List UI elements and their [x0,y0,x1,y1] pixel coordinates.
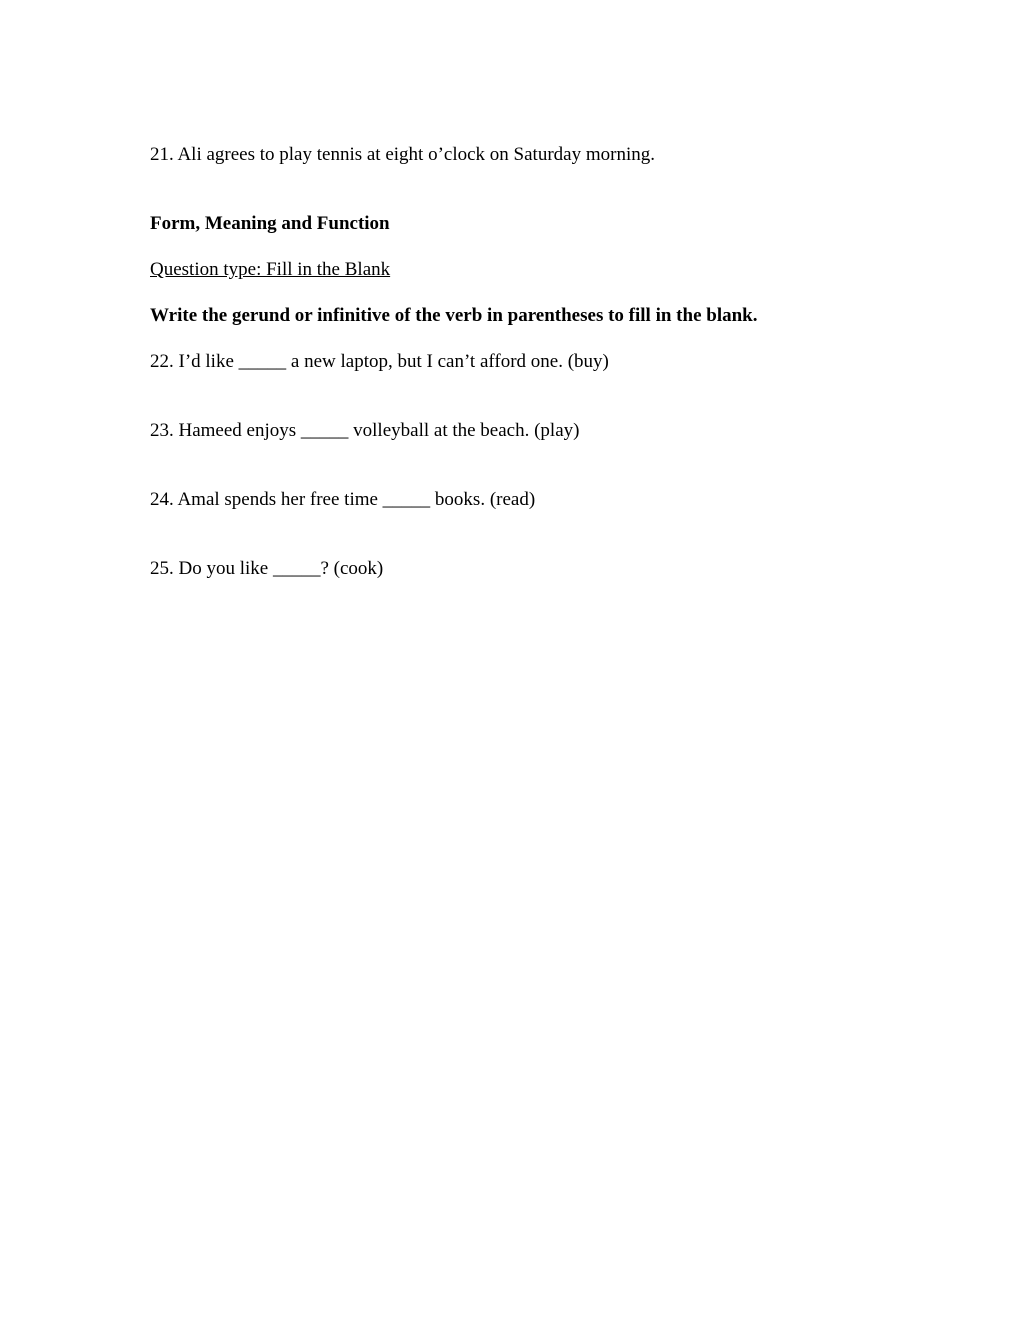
question-24: 24. Amal spends her free time _____ books. (read) [150,489,536,510]
question-21: 21. Ali agrees to play tennis at eight o’clock on Saturday morning. [150,144,655,165]
section-heading: Form, Meaning and Function [150,213,390,234]
instructions: Write the gerund or infinitive of the verb in parentheses to fill in the blank. [150,305,758,326]
question-23: 23. Hameed enjoys _____ volleyball at the beach. (play) [150,420,580,441]
question-22: 22. I’d like _____ a new laptop, but I can’t afford one. (buy) [150,351,609,372]
question-25: 25. Do you like _____? (cook) [150,558,384,579]
question-type-label: Question type: Fill in the Blank [150,259,391,280]
